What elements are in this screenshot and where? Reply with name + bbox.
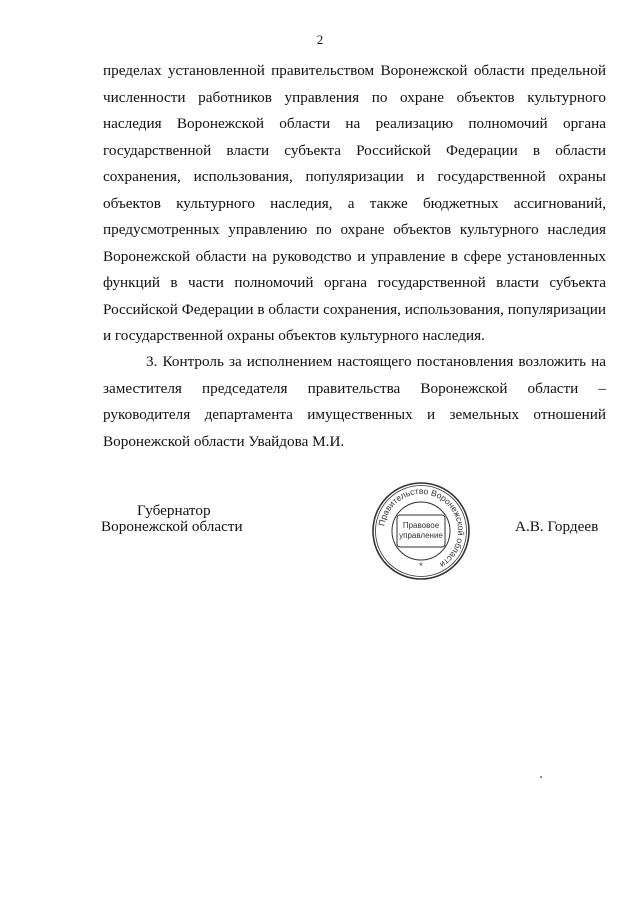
scan-speck <box>540 776 542 778</box>
signatory-title-line-2: Воронежской области <box>101 518 243 535</box>
body-line-9: функций в части полномочий органа государственной власти субъекта <box>103 274 606 291</box>
body-line-10: Российской Федерации в области сохранения, использования, популяризации <box>103 301 606 318</box>
page-number: 2 <box>316 32 324 47</box>
paragraph3-line-2: заместителя председателя правительства Воронежской области – <box>103 380 606 397</box>
body-line-11: и государственной охраны объектов культурного наследия. <box>103 327 485 344</box>
paragraph3-line-3: руководителя департамента имущественных и земельных отношений <box>103 406 606 423</box>
body-line-6: объектов культурного наследия, а также бюджетных ассигнований, <box>103 195 606 212</box>
body-line-2: численности работников управления по охране объектов культурного <box>103 89 606 106</box>
stamp-ring-text: Правительство Воронежской области <box>376 485 467 570</box>
stamp-center-line-1: Правовое <box>402 521 440 530</box>
signatory-name: А.В. Гордеев <box>515 518 599 535</box>
body-line-8: Воронежской области на руководство и управление в сфере установленных <box>103 248 606 265</box>
body-line-5: сохранения, использования, популяризации и государственной охраны <box>103 168 606 185</box>
body-line-3: наследия Воронежской области на реализацию полномочий органа <box>103 115 606 132</box>
stamp-bottom-mark: * <box>419 561 423 571</box>
signatory-title-line-1: Губернатор <box>137 502 211 519</box>
body-line-7: предусмотренных управлению по охране объектов культурного наследия <box>103 221 606 238</box>
body-line-4: государственной власти субъекта Российской Федерации в области <box>103 142 606 159</box>
official-stamp <box>370 480 472 582</box>
body-line-1: пределах установленной правительством Воронежской области предельной <box>103 62 606 79</box>
paragraph3-line-4: Воронежской области Увайдова М.И. <box>103 433 345 450</box>
stamp-center-line-2: управление <box>399 531 443 540</box>
paragraph3-line-1: 3. Контроль за исполнением настоящего постановления возложить на <box>146 353 606 370</box>
